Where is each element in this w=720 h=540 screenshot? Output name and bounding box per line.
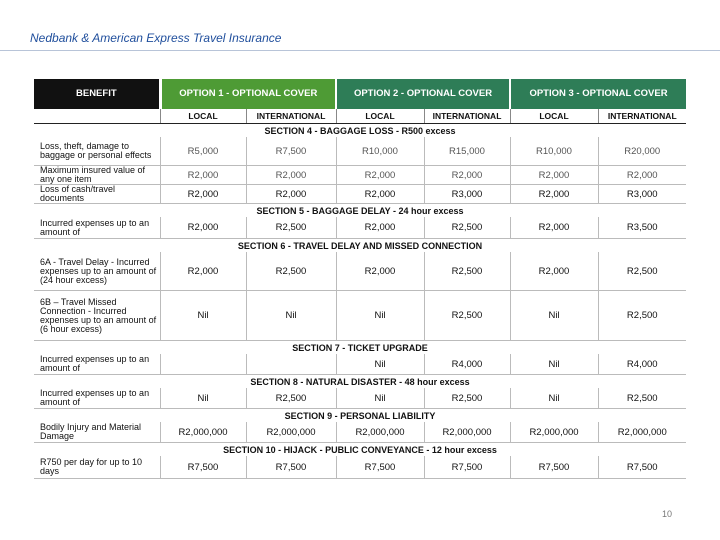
cell-value: R7,500 [598, 456, 686, 479]
cell-value: R2,000 [246, 185, 336, 204]
subheader-international: INTERNATIONAL [424, 109, 510, 124]
subheader-local: LOCAL [336, 109, 424, 124]
cell-value: R10,000 [510, 137, 598, 166]
cell-value: R7,500 [510, 456, 598, 479]
option-2-header: OPTION 2 - OPTIONAL COVER [336, 79, 510, 109]
benefit-label: 6B – Travel Missed Connection - Incurred expenses up to an amount of (6 hour excess) [34, 291, 160, 341]
section-title: SECTION 5 - BAGGAGE DELAY - 24 hour excess [256, 205, 464, 216]
benefit-label: Incurred expenses up to an amount of [34, 354, 160, 375]
cell-value: Nil [160, 291, 246, 341]
table-row [34, 166, 686, 185]
cell-value: R2,000 [160, 166, 246, 185]
table-row [34, 291, 686, 341]
cell-value: R10,000 [336, 137, 424, 166]
cell-value: Nil [246, 291, 336, 341]
title-divider [0, 50, 720, 51]
cell-value: Nil [160, 388, 246, 409]
cell-value: R2,500 [598, 252, 686, 291]
section-title: SECTION 6 - TRAVEL DELAY AND MISSED CONNECTION [237, 240, 483, 251]
cell-value: R2,000 [336, 217, 424, 239]
subheader-local: LOCAL [160, 109, 246, 124]
cell-value: R2,000 [336, 252, 424, 291]
benefit-label: Maximum insured value of any one item [34, 166, 160, 185]
table-row [34, 252, 686, 291]
cell-value: R2,000 [246, 166, 336, 185]
subheader-spacer [34, 109, 160, 124]
cell-value: R4,000 [424, 354, 510, 375]
cell-value: R5,000 [160, 137, 246, 166]
benefit-label: 6A - Travel Delay - Incurred expenses up to an amount of (24 hour excess) [34, 252, 160, 291]
cell-value: R2,000,000 [160, 422, 246, 443]
cell-value: R7,500 [424, 456, 510, 479]
cell-value: R2,000 [510, 217, 598, 239]
option-1-header: OPTION 1 - OPTIONAL COVER [160, 79, 336, 109]
cell-value: R3,500 [598, 217, 686, 239]
table-row [34, 217, 686, 239]
section-header-row [34, 341, 686, 355]
cell-value: R3,000 [598, 185, 686, 204]
cell-value: R2,500 [424, 252, 510, 291]
section-title: SECTION 9 - PERSONAL LIABILITY [284, 410, 436, 421]
table-row [34, 456, 686, 479]
cell-value: R2,000 [336, 185, 424, 204]
cell-value: R2,000 [424, 166, 510, 185]
cell-value: R2,000 [510, 252, 598, 291]
cell-value: R2,500 [598, 291, 686, 341]
cell-value: Nil [336, 291, 424, 341]
page-number: 10 [662, 509, 673, 519]
section-title: SECTION 4 - BAGGAGE LOSS - R500 excess [264, 125, 456, 136]
cell-value: R2,000 [160, 217, 246, 239]
cell-value: R7,500 [246, 137, 336, 166]
section-header-row [34, 124, 686, 138]
cell-value: R2,000 [598, 166, 686, 185]
cell-value: R15,000 [424, 137, 510, 166]
cell-value: R20,000 [598, 137, 686, 166]
cell-value: Nil [336, 388, 424, 409]
cell-value: R2,500 [246, 217, 336, 239]
cell-value: Nil [510, 354, 598, 375]
section-header-row [34, 375, 686, 389]
benefit-label: Incurred expenses up to an amount of [34, 388, 160, 409]
cell-value [160, 354, 246, 375]
page-title: Nedbank & American Express Travel Insurance [30, 31, 282, 45]
option-3-header: OPTION 3 - OPTIONAL COVER [510, 79, 686, 109]
table-row [34, 354, 686, 375]
cell-value: R2,500 [598, 388, 686, 409]
cell-value: R2,000 [336, 166, 424, 185]
subheader-international: INTERNATIONAL [246, 109, 336, 124]
cell-value: R2,500 [246, 252, 336, 291]
cell-value: R2,500 [424, 291, 510, 341]
benefit-label: Bodily Injury and Material Damage [34, 422, 160, 443]
cell-value: R2,000,000 [424, 422, 510, 443]
table-row [34, 185, 686, 204]
cell-value: Nil [510, 291, 598, 341]
cell-value: R2,000 [510, 185, 598, 204]
cell-value: R2,500 [424, 388, 510, 409]
table-subheader-row [34, 109, 686, 124]
cell-value: Nil [510, 388, 598, 409]
section-header-row [34, 409, 686, 423]
section-title: SECTION 7 - TICKET UPGRADE [292, 342, 428, 353]
cell-value: Nil [336, 354, 424, 375]
cell-value: R7,500 [336, 456, 424, 479]
cell-value: R2,000,000 [336, 422, 424, 443]
insurance-benefits-table [34, 79, 686, 479]
cell-value: R4,000 [598, 354, 686, 375]
cell-value: R2,000 [510, 166, 598, 185]
benefit-label: Loss, theft, damage to baggage or personal effects [34, 137, 160, 166]
cell-value: R3,000 [424, 185, 510, 204]
subheader-local: LOCAL [510, 109, 598, 124]
section-title: SECTION 10 - HIJACK - PUBLIC CONVEYANCE - 12 hour excess [223, 444, 497, 455]
cell-value: R7,500 [160, 456, 246, 479]
benefit-label: Loss of cash/travel documents [34, 185, 160, 204]
cell-value: R7,500 [246, 456, 336, 479]
table-row [34, 422, 686, 443]
benefit-label: Incurred expenses up to an amount of [34, 217, 160, 239]
section-title: SECTION 8 - NATURAL DISASTER - 48 hour excess [250, 376, 470, 387]
cell-value [246, 354, 336, 375]
cell-value: R2,000 [160, 185, 246, 204]
section-header-row [34, 204, 686, 218]
subheader-international: INTERNATIONAL [598, 109, 686, 124]
cell-value: R2,000,000 [246, 422, 336, 443]
benefit-label: R750 per day for up to 10 days [34, 456, 160, 479]
benefit-header: BENEFIT [34, 79, 160, 109]
table-header-row [34, 79, 686, 109]
section-header-row [34, 239, 686, 253]
cell-value: R2,500 [424, 217, 510, 239]
table-row [34, 137, 686, 166]
cell-value: R2,000,000 [510, 422, 598, 443]
cell-value: R2,500 [246, 388, 336, 409]
table-row [34, 388, 686, 409]
cell-value: R2,000,000 [598, 422, 686, 443]
section-header-row [34, 443, 686, 457]
cell-value: R2,000 [160, 252, 246, 291]
